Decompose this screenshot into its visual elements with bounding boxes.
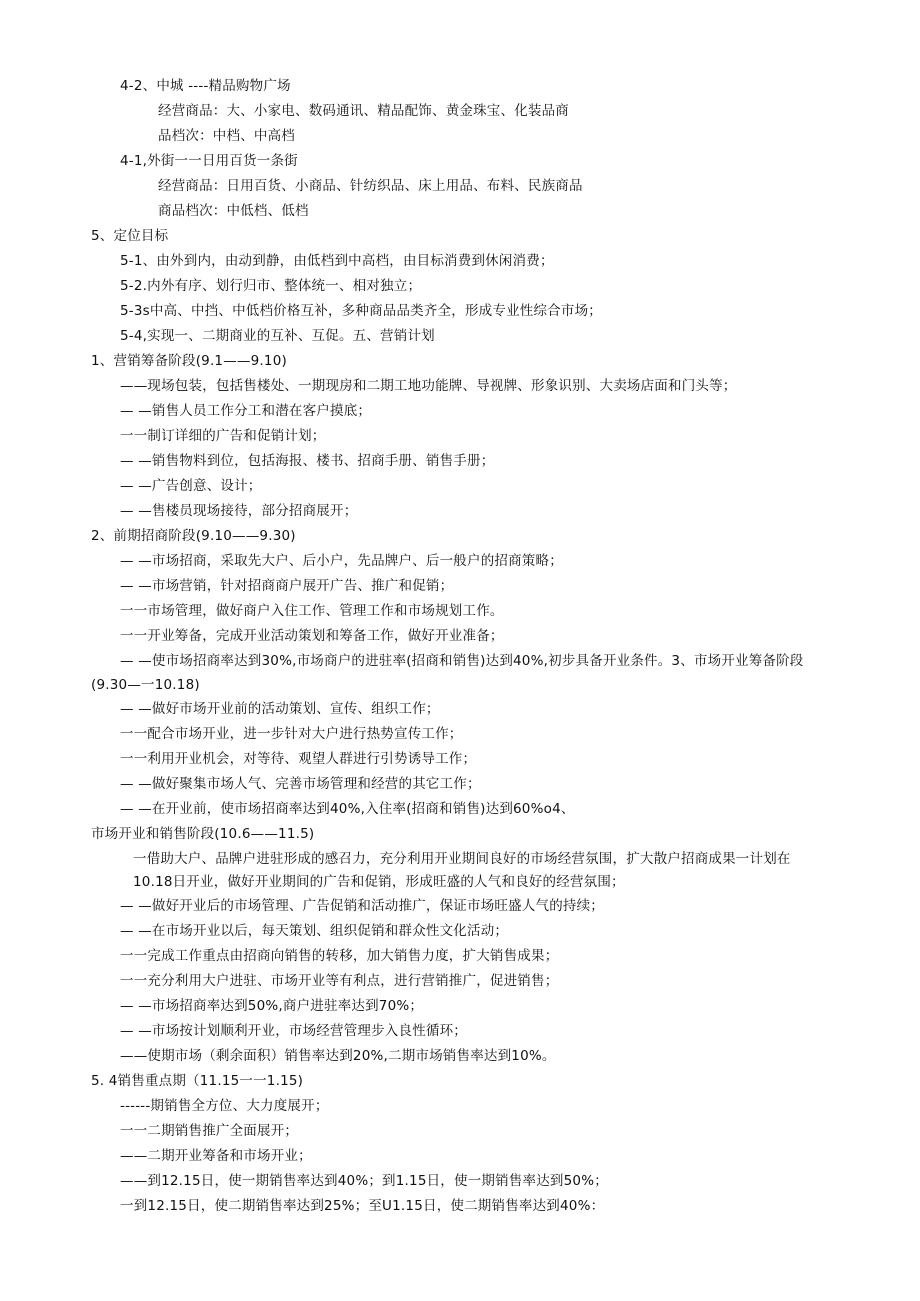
text-line: 一一利用开业机会，对等待、观望人群进行引势诱导工作； [120, 751, 477, 767]
text-line: 一一市场管理，做好商户入住工作、管理工作和市场规划工作。 [120, 603, 504, 619]
text-line: 市场开业和销售阶段(10.6——11.5) [91, 826, 315, 842]
text-line: — —在市场开业以后，每天策划、组织促销和群众性文化活动； [120, 923, 509, 939]
text-line: 品档次：中档、中高档 [158, 128, 295, 144]
text-line: — —使市场招商率达到30%,市场商户的进驻率(招商和销售)达到40%,初步具备开业条件。3、市场开业筹备阶段 [120, 653, 804, 669]
text-line: 4-1,外街一一日用百货一条街 [120, 153, 298, 169]
text-line: — —售楼员现场接待，部分招商展开； [120, 503, 358, 519]
text-line: 5-4,实现一、二期商业的互补、互促。五、营销计划 [120, 328, 435, 344]
text-line: ——二期开业筹备和市场开业； [120, 1148, 312, 1164]
text-line: 5-2.内外有序、划行归市、整体统一、相对独立； [120, 278, 422, 294]
text-line: 一借助大户、品牌户进驻形成的感召力，充分利用开业期间良好的市场经营氛围，扩大散户招商成果一计划在 [133, 851, 791, 867]
text-line: 经营商品：日用百货、小商品、针纺织品、床上用品、布料、民族商品 [158, 178, 583, 194]
text-line: — —市场招商，采取先大户、后小户，先品牌户、后一般户的招商策略； [120, 553, 563, 569]
text-line: 一到12.15日，使二期销售率达到25%；至U1.15日，使二期销售率达到40%： [120, 1198, 605, 1214]
text-line: ——现场包装，包括售楼处、一期现房和二期工地功能牌、导视牌、形象识别、大卖场店面和门头等； [120, 378, 737, 394]
text-line: 5、定位目标 [91, 228, 169, 244]
text-line: 10.18日开业，做好开业期间的广告和促销，形成旺盛的人气和良好的经营氛围； [133, 874, 625, 890]
text-line: — —做好市场开业前的活动策划、宣传、组织工作； [120, 701, 440, 717]
text-line: 一一配合市场开业，进一步针对大户进行热势宣传工作； [120, 726, 463, 742]
text-line: — —市场招商率达到50%,商户进驻率达到70%； [120, 998, 424, 1014]
text-line: 5-1、由外到内，由动到静，由低档到中高档，由目标消费到休闲消费； [120, 253, 554, 269]
text-line: — —销售物料到位，包括海报、楼书、招商手册、销售手册； [120, 453, 495, 469]
text-line: — —广告创意、设计； [120, 478, 262, 494]
text-line: — —做好开业后的市场管理、广告促销和活动推广，保证市场旺盛人气的持续； [120, 898, 604, 914]
text-line: — —在开业前，使市场招商率达到40%,入住率(招商和销售)达到60%o4、 [120, 801, 575, 817]
text-line: 4-2、中城 ----精品购物广场 [120, 78, 291, 94]
text-line: 一一二期销售推广全面展开； [120, 1123, 299, 1139]
text-line: ——到12.15日，使一期销售率达到40%；到1.15日，使一期销售率达到50%； [120, 1173, 608, 1189]
text-line: 1、营销筹备阶段(9.1——9.10) [91, 353, 287, 369]
text-line: 5. 4销售重点期（11.15一一1.15) [91, 1073, 304, 1089]
text-line: ——使期市场（剩余面积）销售率达到20%,二期市场销售率达到10%。 [120, 1048, 556, 1064]
text-line: 商品档次：中低档、低档 [158, 203, 309, 219]
text-line: ------期销售全方位、大力度展开； [120, 1098, 329, 1114]
text-line: 一一开业筹备，完成开业活动策划和筹备工作，做好开业准备； [120, 628, 504, 644]
text-line: 2、前期招商阶段(9.10——9.30) [91, 528, 296, 544]
text-line: (9.30—一10.18) [91, 677, 200, 693]
text-line: 5-3s中高、中挡、中低档价格互补，多种商品品类齐全，形成专业性综合市场； [120, 303, 602, 319]
text-line: — —市场按计划顺利开业，市场经营管理步入良性循环； [120, 1023, 467, 1039]
text-line: 一一充分利用大户进驻、市场开业等有利点，进行营销推广，促进销售； [120, 973, 559, 989]
text-line: 经营商品：大、小家电、数码通讯、精品配饰、黄金珠宝、化装品商 [158, 103, 569, 119]
text-line: 一一制订详细的广告和促销计划； [120, 428, 326, 444]
text-line: — —市场营销，针对招商商户展开广告、推广和促销； [120, 578, 454, 594]
text-line: — —做好聚集市场人气、完善市场管理和经营的其它工作； [120, 776, 481, 792]
text-line: — —销售人员工作分工和潜在客户摸底； [120, 403, 372, 419]
text-line: 一一完成工作重点由招商向销售的转移，加大销售力度，扩大销售成果； [120, 948, 559, 964]
